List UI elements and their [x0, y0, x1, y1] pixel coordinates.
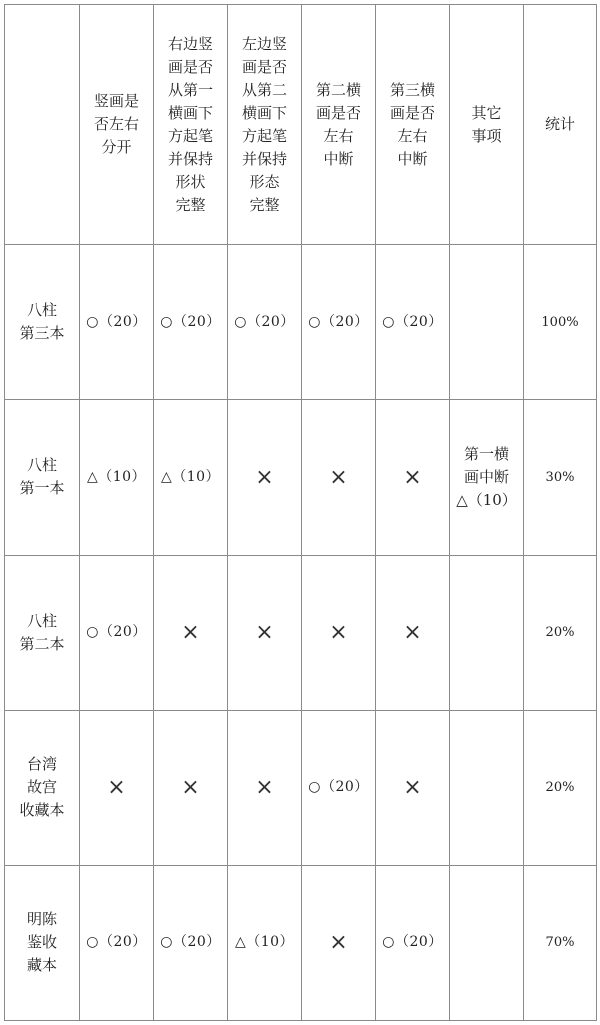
stat-cell: 30%: [524, 400, 597, 555]
header-second-horizontal: 第二横 画是否 左右 中断: [302, 5, 376, 245]
table-row: [5, 555, 597, 710]
table-cell: ○（20）: [376, 245, 450, 400]
stat-cell: 20%: [524, 710, 597, 865]
table-cell: ○（20）: [228, 245, 302, 400]
header-right-vertical: 右边竖 画是否 从第一 横画下 方起笔 并保持 形状 完整: [154, 5, 228, 245]
table-cell: △（10）: [154, 400, 228, 555]
header-left-vertical: 左边竖 画是否 从第二 横画下 方起笔 并保持 形态 完整: [228, 5, 302, 245]
row-label: 八柱 第三本: [5, 245, 80, 400]
table-cell: ○（20）: [80, 555, 154, 710]
row-label: 八柱 第一本: [5, 400, 80, 555]
table-cell: ○（20）: [80, 865, 154, 1020]
table-cell: ○（20）: [154, 245, 228, 400]
comparison-table: [4, 4, 597, 1021]
table-cell: ×: [228, 400, 302, 555]
table-row: [5, 710, 597, 865]
table-cell: ○（20）: [376, 865, 450, 1020]
header-statistics: 统计: [524, 5, 597, 245]
stat-cell: 70%: [524, 865, 597, 1020]
header-row: [5, 5, 597, 245]
table-row: [5, 245, 597, 400]
row-label: 台湾 故宫 收藏本: [5, 710, 80, 865]
row-label: 八柱 第二本: [5, 555, 80, 710]
stat-cell: 100%: [524, 245, 597, 400]
table-cell: ×: [302, 555, 376, 710]
table-cell: [450, 865, 524, 1020]
table-cell: [450, 245, 524, 400]
table-cell: ×: [228, 555, 302, 710]
table-cell: 第一横 画中断 △（10）: [450, 400, 524, 555]
table-row: [5, 865, 597, 1020]
table-cell: ×: [302, 865, 376, 1020]
table-cell: ×: [154, 555, 228, 710]
table-cell: ×: [154, 710, 228, 865]
table-cell: ×: [376, 710, 450, 865]
table-cell: ×: [376, 400, 450, 555]
table-cell: ×: [376, 555, 450, 710]
table-cell: ×: [228, 710, 302, 865]
table-cell: ○（20）: [302, 245, 376, 400]
header-third-horizontal: 第三横 画是否 左右 中断: [376, 5, 450, 245]
row-label: 明陈 鉴收 藏本: [5, 865, 80, 1020]
table-cell: ○（20）: [302, 710, 376, 865]
table-cell: △（10）: [80, 400, 154, 555]
table-cell: △（10）: [228, 865, 302, 1020]
table-row: [5, 400, 597, 555]
table-cell: [450, 555, 524, 710]
header-vertical-split: 竖画是 否左右 分开: [80, 5, 154, 245]
stat-cell: 20%: [524, 555, 597, 710]
table-cell: ○（20）: [80, 245, 154, 400]
header-other-notes: 其它 事项: [450, 5, 524, 245]
table-cell: ×: [302, 400, 376, 555]
table-cell: [450, 710, 524, 865]
table-cell: ×: [80, 710, 154, 865]
table-cell: ○（20）: [154, 865, 228, 1020]
header-corner: [5, 5, 80, 245]
